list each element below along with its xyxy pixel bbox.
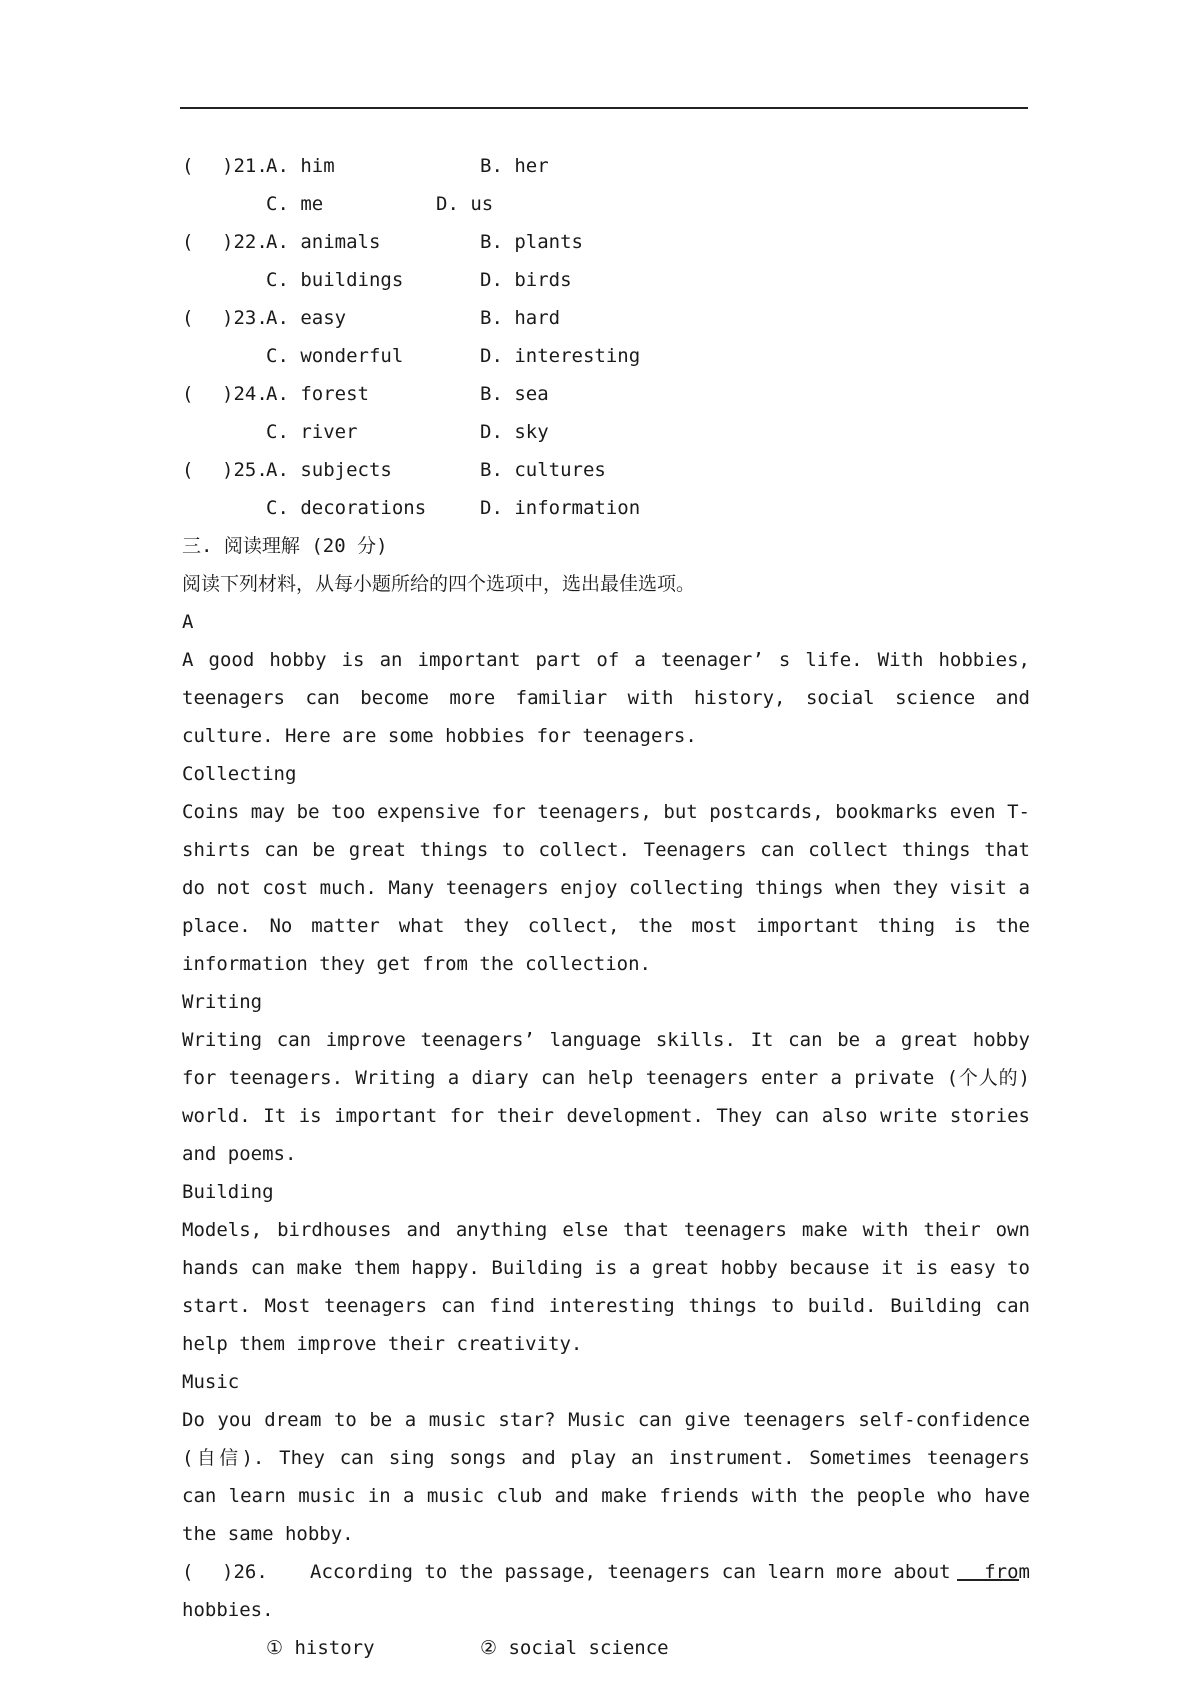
question-stem-end: from xyxy=(984,1561,1030,1583)
option-a: A. forest xyxy=(266,383,369,405)
question-number: )23. xyxy=(222,307,268,329)
section-title: 三. 阅读理解 (20 分) xyxy=(182,535,388,557)
option-a: A. easy xyxy=(266,307,347,329)
option-d: D. us xyxy=(436,193,494,215)
option-a: A. him xyxy=(266,155,335,177)
question-row-cont xyxy=(182,413,1030,451)
answer-paren: ( xyxy=(182,1561,194,1583)
page-content xyxy=(182,147,1030,1667)
heading-music: Music xyxy=(182,1371,240,1393)
heading-collecting: Collecting xyxy=(182,763,297,785)
answer-paren: ( xyxy=(182,155,194,177)
question-row-cont xyxy=(182,185,1030,223)
option-b: B. cultures xyxy=(480,459,606,481)
question-stem: According to the passage, teenagers can learn more about xyxy=(310,1553,1025,1591)
paragraph-music: Do you dream to be a music star? Music can give teenagers self-confidence (自信). They can sing songs and play an instrument. Sometimes teenagers can learn music in a music club and make friends with the people who have the same hobby. xyxy=(182,1409,1030,1545)
option-b: B. her xyxy=(480,155,549,177)
question-row xyxy=(182,375,1030,413)
header-rule xyxy=(180,107,1028,109)
question-row xyxy=(182,451,1030,489)
answer-paren: ( xyxy=(182,231,194,253)
question-number: )25. xyxy=(222,459,268,481)
option-c: C. river xyxy=(266,421,358,443)
question-stem-continued: hobbies. xyxy=(182,1599,274,1621)
section-instruction: 阅读下列材料，从每小题所给的四个选项中，选出最佳选项。 xyxy=(182,573,696,595)
option-d: D. interesting xyxy=(480,345,641,367)
option-b: B. sea xyxy=(480,383,549,405)
question-number: )21. xyxy=(222,155,268,177)
question-row xyxy=(182,223,1030,261)
option-d: D. birds xyxy=(480,269,572,291)
choice-2: ② social science xyxy=(480,1637,669,1659)
question-number: )26. xyxy=(222,1561,268,1583)
option-a: A. animals xyxy=(266,231,381,253)
choice-1: ① history xyxy=(266,1637,375,1659)
question-row xyxy=(182,147,1030,185)
option-b: B. plants xyxy=(480,231,583,253)
passage-label: A xyxy=(182,611,194,633)
question-26-choices xyxy=(182,1629,1030,1667)
answer-paren: ( xyxy=(182,383,194,405)
option-b: B. hard xyxy=(480,307,561,329)
question-number: )24. xyxy=(222,383,268,405)
question-26 xyxy=(182,1553,1030,1591)
answer-paren: ( xyxy=(182,307,194,329)
option-c: C. wonderful xyxy=(266,345,404,367)
paragraph-building: Models, birdhouses and anything else that teenagers make with their own hands can make them happy. Building is a great hobby because it is easy to start. Most teenagers can find interesting things to build. Building can help them improve their creativity. xyxy=(182,1219,1030,1355)
option-c: C. decorations xyxy=(266,497,427,519)
option-c: C. me xyxy=(266,193,324,215)
question-row xyxy=(182,299,1030,337)
heading-building: Building xyxy=(182,1181,274,1203)
paragraph-writing: Writing can improve teenagers’ language skills. It can be a great hobby for teenagers. Writing a diary can help teenagers enter a private (个人的) world. It is important for their development. They can also write stories and poems. xyxy=(182,1029,1030,1165)
question-number: )22. xyxy=(222,231,268,253)
question-row-cont xyxy=(182,337,1030,375)
answer-paren: ( xyxy=(182,459,194,481)
passage-intro: A good hobby is an important part of a teenager’ s life. With hobbies, teenagers can become more familiar with history, social science and culture. Here are some hobbies for teenagers. xyxy=(182,649,1030,747)
option-c: C. buildings xyxy=(266,269,404,291)
option-a: A. subjects xyxy=(266,459,392,481)
option-d: D. sky xyxy=(480,421,549,443)
option-d: D. information xyxy=(480,497,641,519)
question-row-cont xyxy=(182,489,1030,527)
question-row-cont xyxy=(182,261,1030,299)
paragraph-collecting: Coins may be too expensive for teenagers, but postcards, bookmarks even T-shirts can be great things to collect. Teenagers can collect things that do not cost much. Many teenagers enjoy collecting things when they visit a place. No matter what they collect, the most important thing is the information they get from the collection. xyxy=(182,801,1030,975)
heading-writing: Writing xyxy=(182,991,263,1013)
